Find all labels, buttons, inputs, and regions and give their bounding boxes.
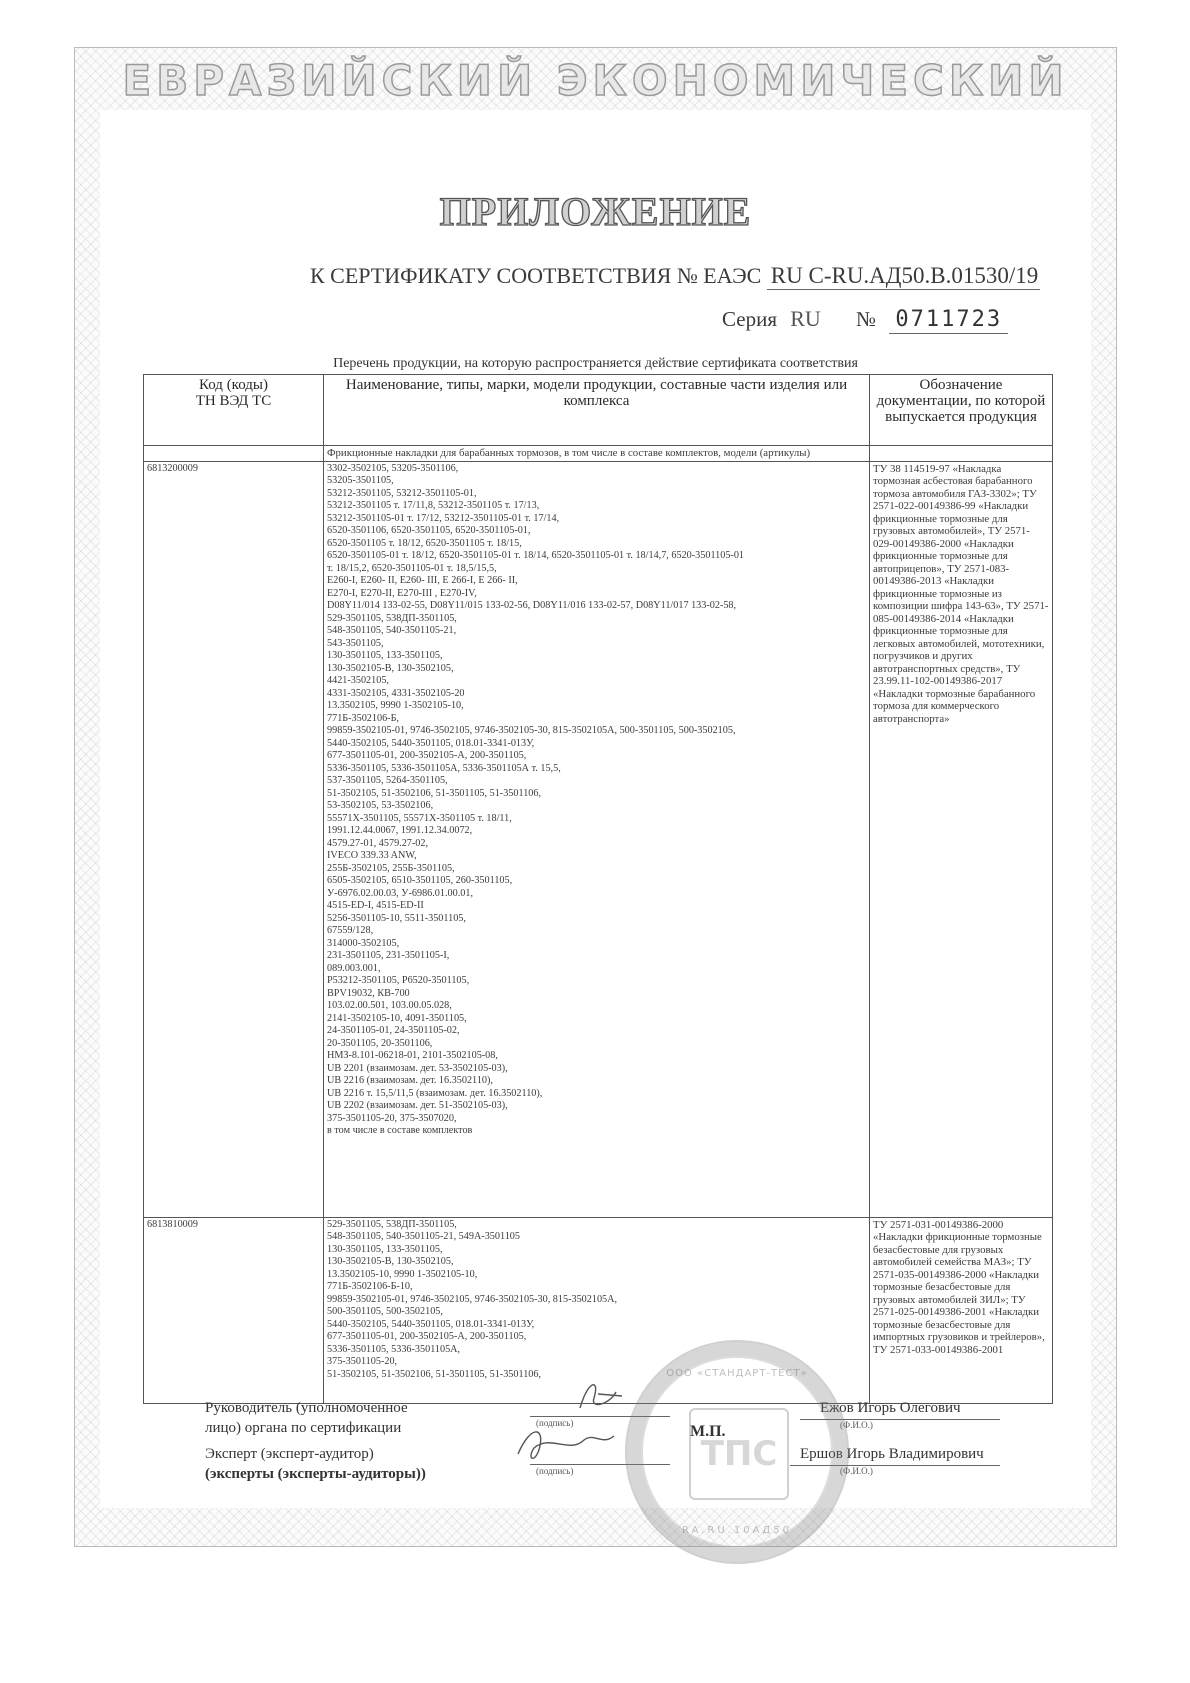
model-line: 53212-3501105-01 т. 17/12, 53212-3501105-01 т. 17/14,: [327, 512, 560, 524]
head-name: Ежов Игорь Олегович: [820, 1400, 961, 1416]
model-line: 548-3501105, 540-3501105-21, 549А-3501105: [327, 1231, 520, 1242]
page-title: ПРИЛОЖЕНИЕ: [439, 189, 752, 234]
table-row: [144, 461, 1053, 1217]
table-header-row: [144, 375, 1053, 446]
seal-ring-top: ООО «СТАНДАРТ-ТЕСТ»: [666, 1368, 808, 1379]
model-line: 6505-3502105, 6510-3501105, 260-3501105,: [327, 875, 513, 886]
certificate-frame: [74, 47, 1117, 1547]
signature-caption: (подпись): [536, 1466, 574, 1476]
model-line: 771Б-3502106-Б-10,: [327, 1281, 413, 1292]
model-line: P53212-3501105, P6520-3501105,: [327, 975, 470, 986]
header-name: Наименование, типы, марки, модели продукции, составные части изделия или комплекса: [324, 375, 870, 446]
certificate-prefix: К СЕРТИФИКАТУ СООТВЕТСТВИЯ № ЕАЭС: [310, 263, 762, 288]
model-line: У-6976.02.00.03, У-6986.01.00.01,: [327, 887, 474, 899]
model-line: 6520-3501105-01 т. 18/12, 6520-3501105-01 т. 18/14, 6520-3501105-01 т. 18/14,7, 6520-3501105-01: [327, 550, 745, 561]
model-line: т. 18/15,2, 6520-3501105-01 т. 18,5/15,5,: [327, 562, 497, 574]
header-docs: Обозначение документации, по которой выпускается продукция: [870, 375, 1053, 446]
fio-caption: (Ф.И.О.): [840, 1466, 873, 1476]
model-line: Е260-I, Е260- II, Е260- III, Е 266-I, Е 266- II,: [327, 575, 518, 586]
expert-signature-icon: [510, 1424, 620, 1468]
model-line: 231-3501105, 231-3501105-I,: [327, 950, 450, 961]
model-line: 375-3501105-20,: [327, 1356, 398, 1367]
certificate-number: RU C-RU.АД50.В.01530/19: [767, 263, 1040, 290]
model-line: 99859-3502105-01, 9746-3502105, 9746-3502105-30, 815-3502105А, 500-3501105, 500-3502105,: [327, 725, 736, 736]
model-line: 130-3501105, 133-3501105,: [327, 650, 443, 661]
model-line: 53205-3501105,: [327, 475, 394, 486]
model-line: 5440-3502105, 5440-3501105, 018.01-3341-013У,: [327, 737, 535, 749]
model-line: UB 2201 (взаимозам. дет. 53-3502105-03),: [327, 1062, 508, 1074]
model-line: 5336-3501105, 5336-3501105А,: [327, 1343, 461, 1355]
model-line: 13.3502105-10, 9990 1-3502105-10,: [327, 1268, 478, 1280]
model-line: BPV19032, КВ-700: [327, 987, 410, 999]
model-line: 548-3501105, 540-3501105-21,: [327, 625, 457, 636]
header-code: Код (коды) ТН ВЭД ТС: [144, 375, 324, 446]
model-line: 500-3501105, 500-3502105,: [327, 1306, 443, 1317]
intro-cell: Фрикционные накладки для барабанных тормозов, в том числе в составе комплектов, модели (артикулы): [324, 446, 870, 462]
series-line: [722, 306, 1008, 332]
model-line: 677-3501105-01, 200-3502105-А, 200-3501105,: [327, 1331, 527, 1342]
union-header: ЕВРАЗИЙСКИЙ ЭКОНОМИЧЕСКИЙ: [122, 56, 1069, 105]
intro-code-cell: [144, 446, 324, 462]
model-line: 130-3501105, 133-3501105,: [327, 1243, 443, 1255]
table-caption: Перечень продукции, на которую распространяется действие сертификата соответствия: [333, 356, 858, 371]
model-line: 4515-ED-I, 4515-ED-II: [327, 900, 424, 911]
model-line: 677-3501105-01, 200-3502105-А, 200-3501105,: [327, 750, 527, 761]
series-label: Серия: [722, 307, 777, 331]
model-line: 4579.27-01, 4579.27-02,: [327, 837, 429, 849]
model-line: 375-3501105-20, 375-3507020,: [327, 1112, 457, 1124]
model-line: Е270-I, Е270-II, Е270-III , Е270-IV,: [327, 587, 477, 599]
model-line: UB 2202 (взаимозам. дет. 51-3502105-03),: [327, 1100, 508, 1111]
model-line: 53212-3501105 т. 17/11,8, 53212-3501105 т. 17/13,: [327, 500, 540, 511]
model-line: 4421-3502105,: [327, 675, 389, 686]
seal-core: ТПС: [689, 1408, 789, 1500]
certificate-line: [310, 263, 1040, 289]
model-line: 67559/128,: [327, 925, 374, 936]
stamp-place: М.П.: [690, 1423, 726, 1440]
row-models: [324, 461, 870, 1217]
expert-label-2: (эксперты (эксперты-аудиторы)): [205, 1466, 426, 1482]
model-line: 13.3502105, 9990 1-3502105-10,: [327, 700, 464, 711]
model-line: 6520-3501106, 6520-3501105, 6520-3501105-01,: [327, 525, 531, 536]
expert-name: Ершов Игорь Владимирович: [800, 1446, 984, 1462]
model-line: UB 2216 т. 15,5/11,5 (взаимозам. дет. 16.3502110),: [327, 1087, 543, 1099]
fio-caption: (Ф.И.О.): [840, 1420, 873, 1430]
table-intro-row: [144, 446, 1053, 462]
seal-ring-bottom: RA.RU.10АД50: [682, 1525, 792, 1536]
model-line: UB 2216 (взаимозам. дет. 16.3502110),: [327, 1075, 493, 1086]
model-line: 529-3501105, 538ДП-3501105,: [327, 1218, 457, 1230]
model-line: 53212-3501105, 53212-3501105-01,: [327, 487, 477, 499]
signature-caption: (подпись): [536, 1418, 574, 1428]
model-line: 314000-3502105,: [327, 937, 400, 949]
certificate-body: [100, 110, 1091, 1536]
model-line: 2141-3502105-10, 4091-3501105,: [327, 1012, 467, 1024]
series-value: RU: [790, 306, 821, 331]
row-docs: ТУ 38 114519-97 «Накладка тормозная асбестовая барабанного тормоза автомобиля ГАЗ-3302»; ТУ 2571-022-00149386-99 «Накладки фрикционные тормозные для грузовых автомобилей», ТУ 2571-029-00149386-2000 «Накладки фрикционные тормозные для автоприцепов», ТУ 2571-083-00149386-2013 «Накладки фрикционные тормозные из композиции шифра 143-63», ТУ 2571-085-00149386-2014 «Накладки фрикционные тормозные для легковых автомобилей, мототехники, погрузчиков и других автотранспортных средств», ТУ 23.99.11-102-00149386-2017 «Накладки тормозные барабанного тормоза для коммерческого автотранспорта»: [870, 461, 1053, 1217]
model-line: IVECO 339.33 ANW,: [327, 850, 417, 861]
model-line: 5440-3502105, 5440-3501105, 018.01-3341-013У,: [327, 1318, 535, 1330]
seal-stamp: [625, 1340, 849, 1564]
model-line: 771Б-3502106-Б,: [327, 712, 399, 724]
model-line: D08Y11/014 133-02-55, D08Y11/015 133-02-56, D08Y11/016 133-02-57, D08Y11/017 133-02-58,: [327, 600, 737, 611]
model-line: 529-3501105, 538ДП-3501105,: [327, 612, 457, 624]
model-line: 255Б-3502105, 255Б-3501105,: [327, 862, 455, 874]
model-line: 20-3501105, 20-3501106,: [327, 1037, 433, 1049]
model-line: 53-3502105, 53-3502106,: [327, 800, 434, 811]
model-line: 537-3501105, 5264-3501105,: [327, 775, 448, 786]
model-line: 4331-3502105, 4331-3502105-20: [327, 687, 465, 699]
model-line: 5256-3501105-10, 5511-3501105,: [327, 912, 466, 924]
row-docs: ТУ 2571-031-00149386-2000 «Накладки фрикционные тормозные безасбестовые для грузовых автомобилей семейства МАЗ»; ТУ 2571-035-00149386-2000 «Накладки тормозные безасбестовые для грузовых автомобилей ЗИЛ»; ТУ 2571-025-00149386-2001 «Накладки тормозные безасбестовые для импортных грузовиков и трейлеров», ТУ 2571-033-00149386-2001: [870, 1217, 1053, 1403]
row-code: 6813810009: [144, 1217, 324, 1403]
models-list: [327, 463, 866, 1138]
intro-docs-cell: [870, 446, 1053, 462]
head-label-1: Руководитель (уполномоченное: [205, 1400, 408, 1416]
model-line: 3302-3502105, 53205-3501106,: [327, 462, 459, 474]
model-line: 51-3502105, 51-3502106, 51-3501105, 51-3501106,: [327, 787, 542, 799]
row-code: 6813200009: [144, 461, 324, 1217]
product-table: [143, 374, 1053, 1404]
model-line: 55571Х-3501105, 55571Х-3501105 т. 18/11,: [327, 812, 512, 824]
model-line: 103.02.00.501, 103.00.05.028,: [327, 1000, 452, 1011]
form-number: 0711723: [889, 307, 1008, 334]
model-line: 99859-3502105-01, 9746-3502105, 9746-3502105-30, 815-3502105А,: [327, 1293, 618, 1305]
head-signature-icon: [570, 1374, 630, 1418]
model-line: в том числе в составе комплектов: [327, 1125, 473, 1136]
model-line: 1991.12.44.0067, 1991.12.34.0072,: [327, 825, 473, 836]
expert-label-1: Эксперт (эксперт-аудитор): [205, 1446, 374, 1462]
model-line: НМЗ-8.101-06218-01, 2101-3502105-08,: [327, 1050, 498, 1061]
number-label: №: [856, 307, 877, 331]
model-line: 24-3501105-01, 24-3501105-02,: [327, 1025, 460, 1036]
model-line: 5336-3501105, 5336-3501105А, 5336-3501105А т. 15,5,: [327, 762, 561, 774]
model-line: 130-3502105-В, 130-3502105,: [327, 662, 454, 674]
head-label-2: лицо) органа по сертификации: [205, 1420, 402, 1436]
model-line: 543-3501105,: [327, 637, 384, 649]
model-line: 6520-3501105 т. 18/12, 6520-3501105 т. 18/15,: [327, 537, 522, 549]
model-line: 089.003.001,: [327, 962, 381, 974]
model-line: 130-3502105-В, 130-3502105,: [327, 1256, 454, 1267]
model-line: 51-3502105, 51-3502106, 51-3501105, 51-3501106,: [327, 1368, 542, 1380]
